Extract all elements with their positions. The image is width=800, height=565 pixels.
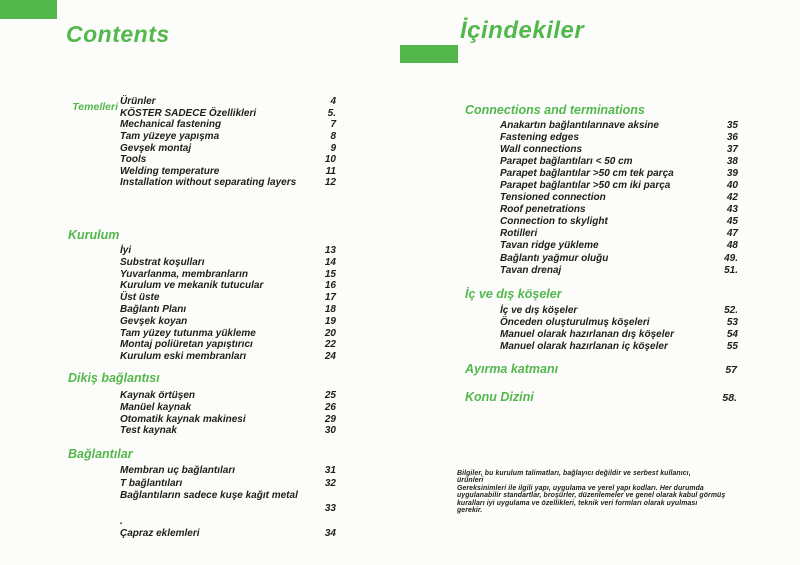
- title-accent-bar-left: [0, 0, 57, 19]
- toc-item-page: 31: [324, 465, 336, 476]
- toc-item-page: 55: [726, 341, 738, 353]
- section-page-ayirma-katmani: 57: [725, 364, 737, 376]
- toc-list-corners: [500, 305, 738, 353]
- toc-item: [500, 305, 738, 317]
- toc-item-label: Kurulum ve mekanik tutucular: [120, 280, 264, 292]
- toc-item-page: 26: [324, 401, 336, 413]
- toc-item: [120, 528, 336, 541]
- footnote-line: uygulanabilir standartlar, broşürler, düzenlemeler ve genel olarak kabul görmüş: [457, 492, 726, 500]
- toc-item-label: Manuel olarak hazırlanan iç köşeler: [500, 341, 668, 353]
- toc-item-label: Ürünler: [120, 96, 156, 107]
- toc-item-label: Tam yüzey tutunma yükleme: [120, 327, 256, 339]
- footnote: [457, 470, 742, 515]
- toc-item-label: Manuel olarak hazırlanan dış köşeler: [500, 329, 674, 341]
- toc-item-page: 16: [324, 280, 336, 292]
- toc-item-page: 14: [324, 256, 336, 268]
- toc-item-page: 52.: [724, 305, 738, 316]
- toc-item-label: Montaj poliüretan yapıştırıcı: [120, 339, 253, 351]
- toc-item: [500, 156, 738, 168]
- toc-list-baglantilar: [120, 465, 336, 541]
- toc-item: [500, 204, 738, 216]
- toc-item-page: 4: [330, 96, 336, 107]
- toc-item-label: Rotilleri: [500, 228, 538, 240]
- toc-item: [500, 216, 738, 228]
- toc-item: [500, 120, 738, 132]
- section-heading-baglantilar: Bağlantılar: [68, 447, 133, 461]
- toc-item-page: 43: [726, 204, 738, 216]
- toc-list-temelleri: [120, 96, 336, 189]
- toc-item-page: 20: [324, 327, 336, 339]
- toc-item-label: Bağlantı Planı: [120, 303, 187, 315]
- footnote-line: Bilgiler, bu kurulum talimatları, bağlayıcı değildir ve serbest kullanıcı,: [457, 470, 691, 477]
- toc-item-label: Tavan ridge yükleme: [500, 240, 599, 252]
- toc-item-page: 19: [324, 315, 336, 327]
- toc-item: [120, 131, 336, 143]
- toc-item-page: 49.: [724, 252, 738, 264]
- toc-item: [120, 339, 336, 351]
- toc-item: [500, 168, 738, 180]
- toc-item-label: Installation without separating layers: [120, 177, 297, 189]
- toc-item-label: Tam yüzeye yapışma: [120, 130, 220, 142]
- toc-item: [500, 265, 738, 277]
- page-title-left: Contents: [66, 21, 170, 47]
- toc-item-label: Fastening edges: [500, 132, 579, 144]
- toc-item-page: 33: [324, 503, 336, 515]
- toc-item: [120, 292, 336, 304]
- toc-item: [120, 269, 336, 281]
- section-heading-kurulum: Kurulum: [68, 228, 120, 242]
- page-title-right: İçindekiler: [460, 17, 585, 44]
- toc-item-page: 36: [726, 132, 738, 144]
- toc-item: [500, 240, 738, 252]
- toc-item-label: Wall connections: [500, 144, 583, 156]
- toc-item: [500, 317, 738, 329]
- toc-list-kurulum: [120, 245, 336, 363]
- toc-item-label: Parapet bağlantılar >50 cm iki parça: [500, 180, 671, 192]
- toc-item-label: Tools: [120, 154, 147, 166]
- section-page-konu-dizini: 58.: [722, 392, 737, 404]
- toc-item-page: 10: [324, 154, 336, 166]
- toc-item-label: Parapet bağlantılar >50 cm tek parça: [500, 168, 674, 180]
- toc-item-page: 24: [324, 351, 336, 363]
- toc-item-page: 51.: [724, 264, 738, 276]
- toc-item-page: 48: [726, 240, 738, 252]
- toc-item: [120, 245, 336, 257]
- toc-item: [120, 328, 336, 340]
- toc-item: [500, 341, 738, 353]
- toc-item: [120, 503, 336, 516]
- toc-item-label: Parapet bağlantıları < 50 cm: [500, 156, 633, 168]
- toc-item-label: Anakartın bağlantılarınave aksine: [500, 120, 659, 131]
- footnote-line: kuralları iyi uygulama ve özellikleri, teknik veri formları olarak uyulması: [457, 499, 698, 507]
- toc-item-label: Üst üste: [120, 292, 160, 304]
- toc-item-page: 37: [726, 144, 738, 156]
- section-heading-connections: Connections and terminations: [465, 103, 645, 117]
- toc-item-label: Çapraz eklemleri: [120, 528, 200, 540]
- toc-item-page: 13: [324, 245, 336, 256]
- toc-item: [120, 166, 336, 178]
- footnote-line: gerekir.: [457, 507, 483, 515]
- toc-item: [500, 132, 738, 144]
- toc-item-page: 42: [726, 192, 738, 204]
- toc-item: [120, 316, 336, 328]
- toc-item-page: 38: [726, 156, 738, 168]
- toc-item: [120, 490, 336, 503]
- toc-item: [500, 228, 738, 240]
- toc-item: [120, 516, 336, 529]
- toc-item-label: Tavan drenaj: [500, 264, 562, 276]
- toc-item-page: 47: [726, 228, 738, 240]
- toc-item-label: .: [120, 515, 123, 527]
- toc-item-page: 12: [324, 177, 336, 189]
- toc-item-label: Bağlantıların sadece kuşe kağıt metal: [120, 490, 298, 502]
- toc-list-dikis-baglantisi: [120, 390, 336, 437]
- toc-item-label: Mechanical fastening: [120, 119, 222, 131]
- title-accent-bar-right: [400, 45, 458, 63]
- toc-item: [500, 180, 738, 192]
- toc-item-page: 22: [324, 339, 336, 351]
- toc-item: [120, 143, 336, 155]
- toc-item-page: 39: [726, 168, 738, 180]
- toc-item-page: 7: [330, 119, 336, 131]
- toc-item-page: 11: [325, 165, 336, 177]
- toc-item-page: 53: [726, 317, 738, 329]
- footnote-line: ürünleri: [457, 477, 484, 485]
- toc-item-label: Tensioned connection: [500, 192, 606, 204]
- toc-item-label: Substrat koşulları: [120, 256, 205, 268]
- toc-item-page: 40: [726, 180, 738, 192]
- toc-item-page: 18: [324, 303, 336, 315]
- section-heading-ayirma-katmani: Ayırma katmanı: [465, 362, 559, 376]
- toc-item: [120, 96, 336, 108]
- toc-item-page: 32: [324, 477, 336, 489]
- toc-item-page: 15: [324, 268, 336, 280]
- toc-item: [120, 425, 336, 437]
- toc-item: [500, 192, 738, 204]
- toc-item: [120, 177, 336, 189]
- section-label-temelleri: Temelleri: [72, 101, 118, 113]
- toc-item: [120, 465, 336, 478]
- toc-item: [500, 144, 738, 156]
- toc-item: [500, 329, 738, 341]
- toc-item: [120, 478, 336, 491]
- toc-list-connections: [500, 120, 738, 277]
- toc-item-label: Gevşek montaj: [120, 142, 192, 154]
- toc-item-label: KÖSTER SADECE Özellikleri: [120, 107, 257, 119]
- toc-item-page: 30: [324, 425, 336, 437]
- toc-item-page: 54: [726, 329, 738, 341]
- toc-item-label: Önceden oluşturulmuş köşeleri: [500, 317, 650, 329]
- toc-item-label: T bağlantıları: [120, 477, 183, 489]
- toc-item: [120, 390, 336, 402]
- toc-item: [120, 280, 336, 292]
- toc-item-page: 35: [726, 120, 738, 131]
- toc-item: [120, 414, 336, 426]
- section-row-ayirma-katmani: [465, 362, 737, 376]
- toc-item-page: 34: [324, 528, 336, 540]
- toc-item: [120, 154, 336, 166]
- toc-item-label: Gevşek koyan: [120, 315, 188, 327]
- toc-item: [120, 257, 336, 269]
- toc-item-label: Bağlantı yağmur oluğu: [500, 252, 609, 264]
- toc-item-label: Membran uç bağlantıları: [120, 465, 236, 476]
- toc-item: [120, 108, 336, 120]
- toc-item-label: Kaynak örtüşen: [120, 390, 196, 401]
- toc-item-label: Connection to skylight: [500, 216, 608, 228]
- toc-item-page: 29: [324, 413, 336, 425]
- footnote-line: Gereksinimleri ile ilgili yapı, uygulama ve yerel yapı kodları. Her durumda: [457, 484, 704, 492]
- toc-item-page: 9: [330, 142, 336, 154]
- toc-item: [120, 351, 336, 363]
- toc-item-page: 25: [324, 390, 336, 401]
- toc-item-label: Manüel kaynak: [120, 401, 192, 413]
- section-row-konu-dizini: [465, 390, 737, 404]
- toc-item-label: İyi: [120, 245, 132, 256]
- toc-item-label: Test kaynak: [120, 425, 177, 437]
- toc-item-label: Welding temperature: [120, 165, 220, 177]
- toc-item-label: İç ve dış köşeler: [500, 305, 578, 316]
- toc-item-page: 8: [330, 130, 336, 142]
- toc-item: [120, 119, 336, 131]
- toc-item-label: Yuvarlanma, membranların: [120, 268, 249, 280]
- toc-item-page: 45: [726, 216, 738, 228]
- section-heading-corners: İç ve dış köşeler: [465, 287, 562, 301]
- toc-item-label: Kurulum eski membranları: [120, 351, 247, 363]
- toc-item-page: 17: [324, 292, 336, 304]
- toc-item: [120, 402, 336, 414]
- section-heading-konu-dizini: Konu Dizini: [465, 390, 534, 404]
- toc-item-label: Otomatik kaynak makinesi: [120, 413, 246, 425]
- toc-item-label: Roof penetrations: [500, 204, 586, 216]
- section-heading-dikis-baglantisi: Dikiş bağlantısı: [68, 371, 160, 385]
- toc-item: [120, 304, 336, 316]
- toc-item-page: 5.: [327, 107, 336, 119]
- toc-item: [500, 253, 738, 265]
